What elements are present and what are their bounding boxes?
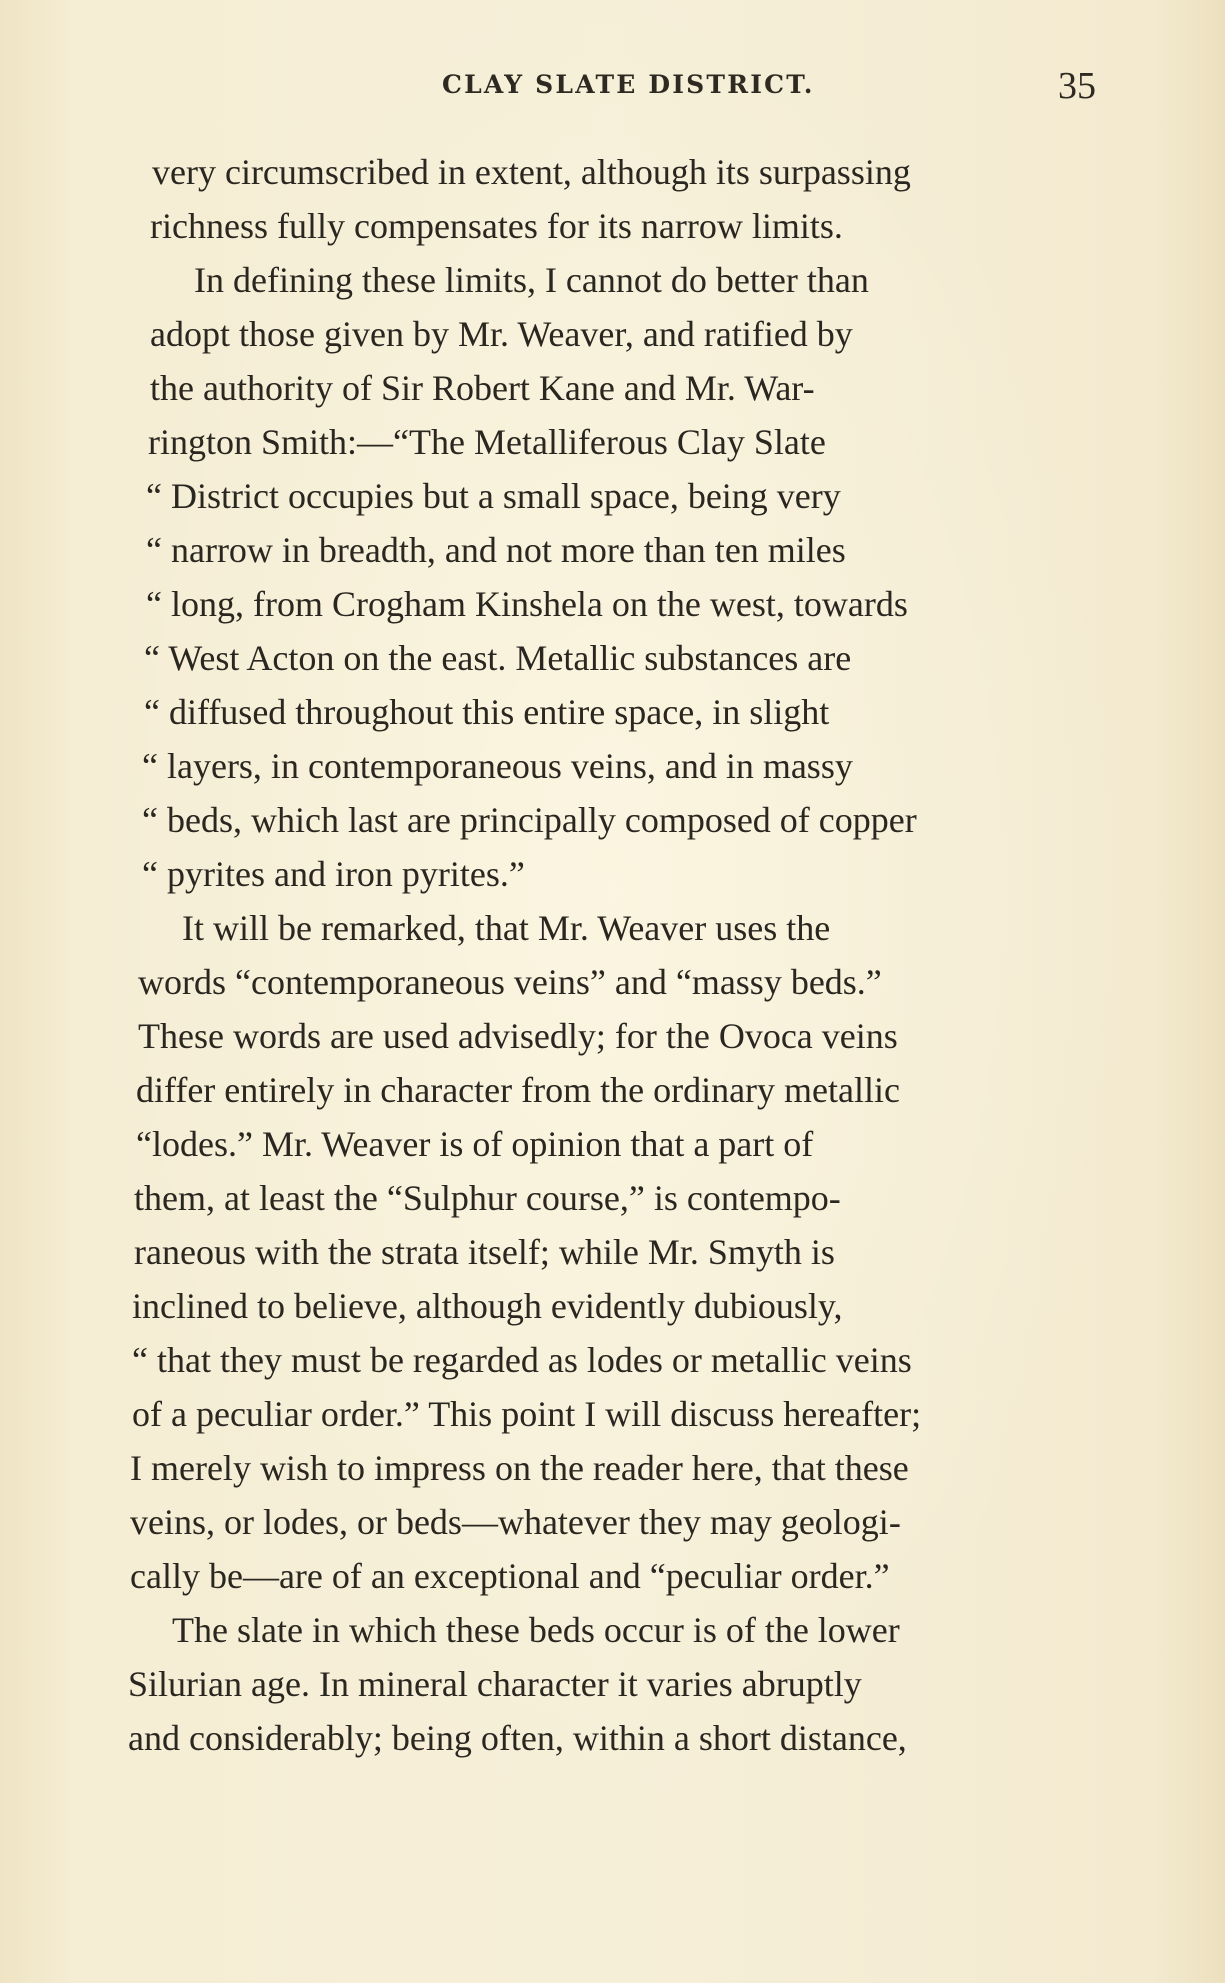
- text-line: “ narrow in breadth, and not more than ten miles: [146, 530, 846, 570]
- text-line: “lodes.” Mr. Weaver is of opinion that a part of: [136, 1124, 814, 1164]
- page-header: [0, 64, 1225, 107]
- text-line: I merely wish to impress on the reader here, that these: [130, 1448, 909, 1488]
- text-line: “ beds, which last are principally composed of copper: [142, 800, 917, 840]
- running-head: CLAY SLATE DISTRICT.: [442, 70, 815, 99]
- text-line: richness fully compensates for its narrow limits.: [150, 206, 843, 246]
- text-line: Silurian age. In mineral character it varies abruptly: [128, 1664, 862, 1704]
- text-line: rington Smith:—“The Metalliferous Clay Slate: [148, 422, 826, 462]
- text-line: inclined to believe, although evidently dubiously,: [132, 1286, 843, 1326]
- text-line: “ diffused throughout this entire space, in slight: [144, 692, 830, 732]
- text-line: very circumscribed in extent, although its surpassing: [152, 152, 911, 192]
- text-line: “ long, from Crogham Kinshela on the west, towards: [146, 584, 908, 624]
- text-line: “ layers, in contemporaneous veins, and in massy: [142, 746, 853, 786]
- page-number: 35: [1058, 65, 1096, 107]
- text-line: adopt those given by Mr. Weaver, and ratified by: [150, 314, 853, 354]
- text-line: These words are used advisedly; for the Ovoca veins: [138, 1016, 898, 1056]
- text-line: raneous with the strata itself; while Mr. Smyth is: [134, 1232, 835, 1272]
- text-line: It will be remarked, that Mr. Weaver uses the: [182, 908, 831, 948]
- text-line: them, at least the “Sulphur course,” is contempo-: [134, 1178, 841, 1218]
- text-line: “ that they must be regarded as lodes or metallic veins: [132, 1340, 912, 1380]
- text-line: “ District occupies but a small space, being very: [146, 476, 841, 516]
- text-line: In defining these limits, I cannot do better than: [194, 260, 869, 300]
- text-line: differ entirely in character from the ordinary metallic: [136, 1070, 900, 1110]
- text-line: The slate in which these beds occur is of the lower: [172, 1610, 900, 1650]
- text-line: veins, or lodes, or beds—whatever they may geologi-: [130, 1502, 901, 1542]
- text-line: of a peculiar order.” This point I will discuss hereafter;: [132, 1394, 922, 1434]
- text-line: cally be—are of an exceptional and “peculiar order.”: [130, 1556, 890, 1596]
- text-line: and considerably; being often, within a short distance,: [128, 1718, 907, 1758]
- text-line: the authority of Sir Robert Kane and Mr. War-: [150, 368, 815, 408]
- text-line: “ pyrites and iron pyrites.”: [142, 854, 525, 894]
- text-line: “ West Acton on the east. Metallic substances are: [144, 638, 852, 678]
- text-line: words “contemporaneous veins” and “massy beds.”: [138, 962, 882, 1002]
